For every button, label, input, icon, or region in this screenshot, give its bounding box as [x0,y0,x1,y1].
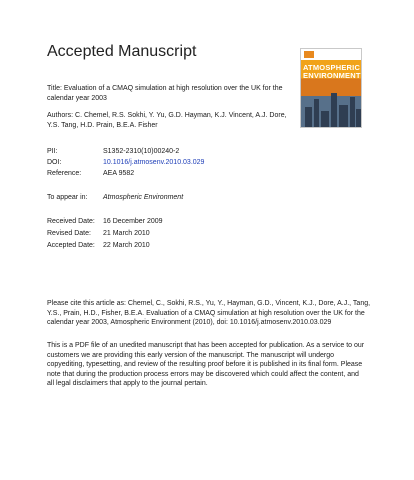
cover-building-icon [305,107,312,127]
cover-title-line-2: ENVIRONMENT [303,71,361,80]
received-label: Received Date: [47,218,95,225]
publisher-logo-icon [304,51,314,58]
revised-label: Revised Date: [47,230,91,237]
revised-value: 21 March 2010 [103,230,150,237]
received-value: 16 December 2009 [103,218,163,225]
cover-building-icon [331,93,337,127]
article-authors: Authors: C. Chemel, R.S. Sokhi, Y. Yu, G.D. Hayman, K.J. Vincent, A.J. Dore, Y.S. Tang, H.D. Prain, B.E.A. Fisher [47,112,287,129]
cover-building-icon [350,97,355,127]
cover-building-icon [314,99,319,127]
cover-journal-title [303,64,359,80]
citation-text: Please cite this article as: Chemel, C., Sokhi, R.S., Yu, Y., Hayman, G.D., Vincent, K.J., Dore, A.J., Tang, Y.S., Prain, H.D., Fisher, B.E.A. Evaluation of a CMAQ simulation at high resolution over the UK for the calendar year 2003, Atmospheric Environment (2010), doi: 10.1016/j.atmosenv.2010.03.029 [47,300,371,326]
cover-building-icon [339,105,348,127]
page-heading: Accepted Manuscript [47,43,197,60]
article-title: Title: Evaluation of a CMAQ simulation at high resolution over the UK for the calendar year 2003 [47,85,283,102]
reference-value: AEA 9582 [103,170,135,177]
doi-label: DOI: [47,159,62,166]
journal-cover-image [300,48,362,128]
journal-name: Atmospheric Environment [103,194,184,201]
cover-building-icon [321,111,329,127]
pii-label: PII: [47,148,58,155]
accepted-value: 22 March 2010 [103,242,150,249]
cover-title-line-1: ATMOSPHERIC [303,63,361,72]
doi-link[interactable]: 10.1016/j.atmosenv.2010.03.029 [103,159,205,166]
pii-value: S1352-2310(10)00240-2 [103,148,180,155]
reference-label: Reference: [47,170,82,177]
disclaimer-text: This is a PDF file of an unedited manuscript that has been accepted for publication. As a service to our customers we are providing this early version of the manuscript. The manuscript will undergo copyediting, typesetting, and review of the resulting proof before it is published in its final form. Please note that during the production process errors may be discovered which could affect the content, and all legal disclaimers that apply to the journal pertain. [47,342,365,387]
accepted-label: Accepted Date: [47,242,95,249]
cover-building-icon [356,109,362,127]
appear-in-label: To appear in: [47,194,88,201]
